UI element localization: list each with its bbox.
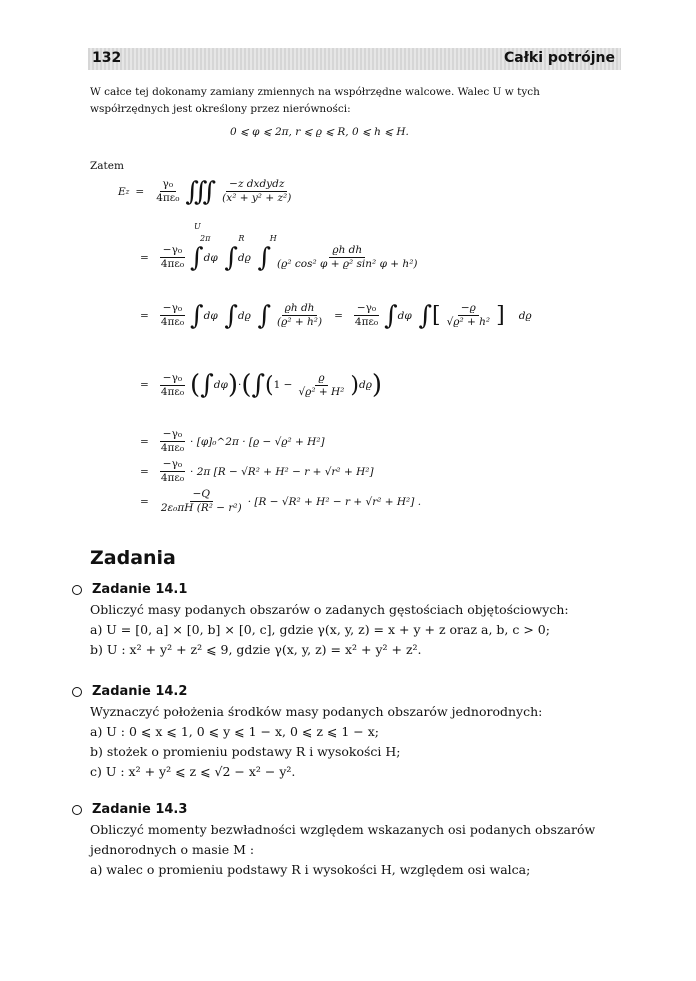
- e2-coef-den: 4πε₀: [160, 258, 185, 270]
- e1-lhs: E: [118, 185, 126, 198]
- e1-coef-den: 4πε₀: [156, 192, 180, 204]
- e2-coef: [158, 244, 187, 271]
- task-line: a) U = [0, a] × [0, b] × [0, c], gdzie γ(x, y, z) = x + y + z oraz a, b, c > 0;: [90, 622, 550, 637]
- task-title-text: Zadanie 14.1: [92, 582, 188, 597]
- equation-3: = $\frac{\text{−γ₀}}{\text{4πε₀}}$ ∫ dφ ∫ dϱ ∫ $\frac{\text{ϱh dh}}{\text{(ϱ² + h²)}}$ = $\frac{\text{−γ₀}}{\text{4πε₀}}$ ∫ dφ ∫ [ $\frac{-ϱ}{\text{√ϱ² + h²}}$ ] dϱ: [140, 300, 532, 331]
- e3-num: ϱh dh: [282, 302, 318, 316]
- triple-integral-sign: ∭: [185, 176, 217, 207]
- e4-num: ϱ: [315, 372, 327, 386]
- e3-coef-2: [352, 302, 381, 329]
- e6-body: · 2π [R − √R² + H² − r + √r² + H²]: [190, 465, 374, 478]
- e7-den: 2ε₀πH (R² − r²): [160, 502, 242, 514]
- page-number: 132: [92, 50, 122, 66]
- equation-5: = $\frac{\text{−γ₀}}{\text{4πε₀}}$ · [φ]₀^2π · [ϱ − √ϱ² + H²]: [140, 428, 325, 454]
- equation-4: = $\frac{\text{−γ₀}}{\text{4πε₀}}$ ( ∫ dφ ) · ( ∫ ( 1 − $\frac{ϱ}{\text{√ϱ² + H²}}$ ) dϱ ): [140, 370, 383, 400]
- e3-coef2-den: 4πε₀: [354, 316, 379, 328]
- e5-coef: [158, 428, 187, 455]
- task-line: Wyznaczyć położenia środków masy podanych obszarów jednorodnych:: [90, 704, 543, 719]
- section-title: Zadania: [90, 547, 176, 569]
- e2-integrand: [274, 244, 420, 271]
- task-14-1-title: [72, 582, 187, 597]
- chapter-title: Całki potrójne: [503, 50, 615, 66]
- e5-coef-den: 4πε₀: [160, 442, 185, 454]
- bullet-circle-icon: [72, 687, 82, 697]
- task-line: Obliczyć masy podanych obszarów o zadanych gęstościach objętościowych:: [90, 602, 569, 617]
- e3-den: (ϱ² + h²): [277, 316, 323, 328]
- e3-rhs-den: √ϱ² + h²: [446, 316, 491, 328]
- e1-coef: [153, 178, 182, 205]
- task-14-1-body: [90, 600, 630, 660]
- e2-den: (ϱ² cos² φ + ϱ² sin² φ + h²): [277, 258, 418, 270]
- e1-lhs-sub: z: [125, 187, 130, 196]
- e4-coef-num: −γ₀: [160, 372, 185, 386]
- task-line: b) U : x² + y² + z² ⩽ 9, gdzie γ(x, y, z) = x² + y² + z².: [90, 642, 422, 657]
- e3-coef-den: 4πε₀: [160, 316, 185, 328]
- equation-7: = $\frac{-Q}{\text{2ε₀πH (R² − r²)}}$ · [R − √R² + H² − r + √r² + H²] .: [140, 488, 422, 514]
- e4-coef-den: 4πε₀: [160, 385, 185, 398]
- task-14-3-title: [72, 802, 187, 817]
- e3-integrand: [274, 302, 325, 329]
- task-line: b) stożek o promieniu podstawy R i wysokości H;: [90, 744, 401, 759]
- e6-coef: [158, 458, 187, 485]
- equation-6: = $\frac{\text{−γ₀}}{\text{4πε₀}}$ · 2π [R − √R² + H² − r + √r² + H²]: [140, 458, 374, 484]
- equation-1: E z = $\frac{\text{γ₀}}{\text{4πε₀}}$ ∭ $\frac{\text{−z dxdydz}}{\text{(x² + y² + z²)}}$: [118, 178, 297, 205]
- task-14-2-body: [90, 702, 630, 782]
- e7-num: −Q: [190, 488, 213, 502]
- e1-integrand: [219, 178, 294, 205]
- e1-coef-num: γ₀: [160, 178, 177, 192]
- task-line: a) U : 0 ⩽ x ⩽ 1, 0 ⩽ y ⩽ 1 − x, 0 ⩽ z ⩽ 1 − x;: [90, 724, 379, 739]
- task-line: a) walec o promieniu podstawy R i wysokości H, względem osi walca;: [90, 862, 531, 877]
- e1-domain: U: [194, 222, 201, 231]
- task-line: Obliczyć momenty bezwładności względem wskazanych osi podanych obszarów: [90, 822, 596, 837]
- inequalities: 0 ⩽ φ ⩽ 2π, r ⩽ ϱ ⩽ R, 0 ⩽ h ⩽ H.: [230, 126, 409, 138]
- task-14-3-body: [90, 820, 630, 880]
- bullet-circle-icon: [72, 585, 82, 595]
- e4-coef: [158, 372, 187, 399]
- zatem-label: Zatem: [90, 160, 124, 172]
- e3-coef: [158, 302, 187, 329]
- e1-num: −z dxdydz: [226, 178, 287, 192]
- task-line: c) U : x² + y² ⩽ z ⩽ √2 − x² − y².: [90, 764, 296, 779]
- e3-coef2-num: −γ₀: [354, 302, 379, 316]
- e4-mid: 1 −: [273, 379, 293, 391]
- e2-limits: 2π R H: [200, 234, 277, 243]
- intro-line-2: współrzędnych jest określony przez nierówności:: [90, 103, 351, 115]
- e2-coef-num: −γ₀: [160, 244, 185, 258]
- equation-2: = $\frac{\text{−γ₀}}{\text{4πε₀}}$ ∫ dφ ∫ dϱ ∫ $\frac{\text{ϱh dh}}{\text{(ϱ² cos² φ + ϱ² sin² φ + h²)}}$: [118, 244, 424, 271]
- e3-coef-num: −γ₀: [160, 302, 185, 316]
- bullet-circle-icon: [72, 805, 82, 815]
- intro-line-1: W całce tej dokonamy zamiany zmiennych na współrzędne walcowe. Walec U w tych: [90, 86, 540, 98]
- e6-coef-den: 4πε₀: [160, 472, 185, 484]
- task-title-text: Zadanie 14.2: [92, 684, 188, 699]
- e2-num: ϱh dh: [329, 244, 365, 258]
- e3-rhs: [444, 302, 494, 329]
- e5-coef-num: −γ₀: [160, 428, 185, 442]
- e1-den: (x² + y² + z²): [222, 192, 292, 204]
- e7-coef: [158, 488, 245, 515]
- e7-body: · [R − √R² + H² − r + √r² + H²] .: [247, 495, 422, 508]
- e5-body: · [φ]₀^2π · [ϱ − √ϱ² + H²]: [190, 435, 325, 448]
- e3-rhs-num: −ϱ: [458, 302, 479, 316]
- e4-den: √ϱ² + H²: [298, 385, 345, 398]
- e4-frac: [295, 372, 347, 399]
- intro-paragraph: [90, 84, 630, 118]
- page-header: [88, 48, 621, 70]
- task-14-2-title: [72, 684, 187, 699]
- task-line: jednorodnych o masie M :: [90, 842, 255, 857]
- task-title-text: Zadanie 14.3: [92, 802, 188, 817]
- e6-coef-num: −γ₀: [160, 458, 185, 472]
